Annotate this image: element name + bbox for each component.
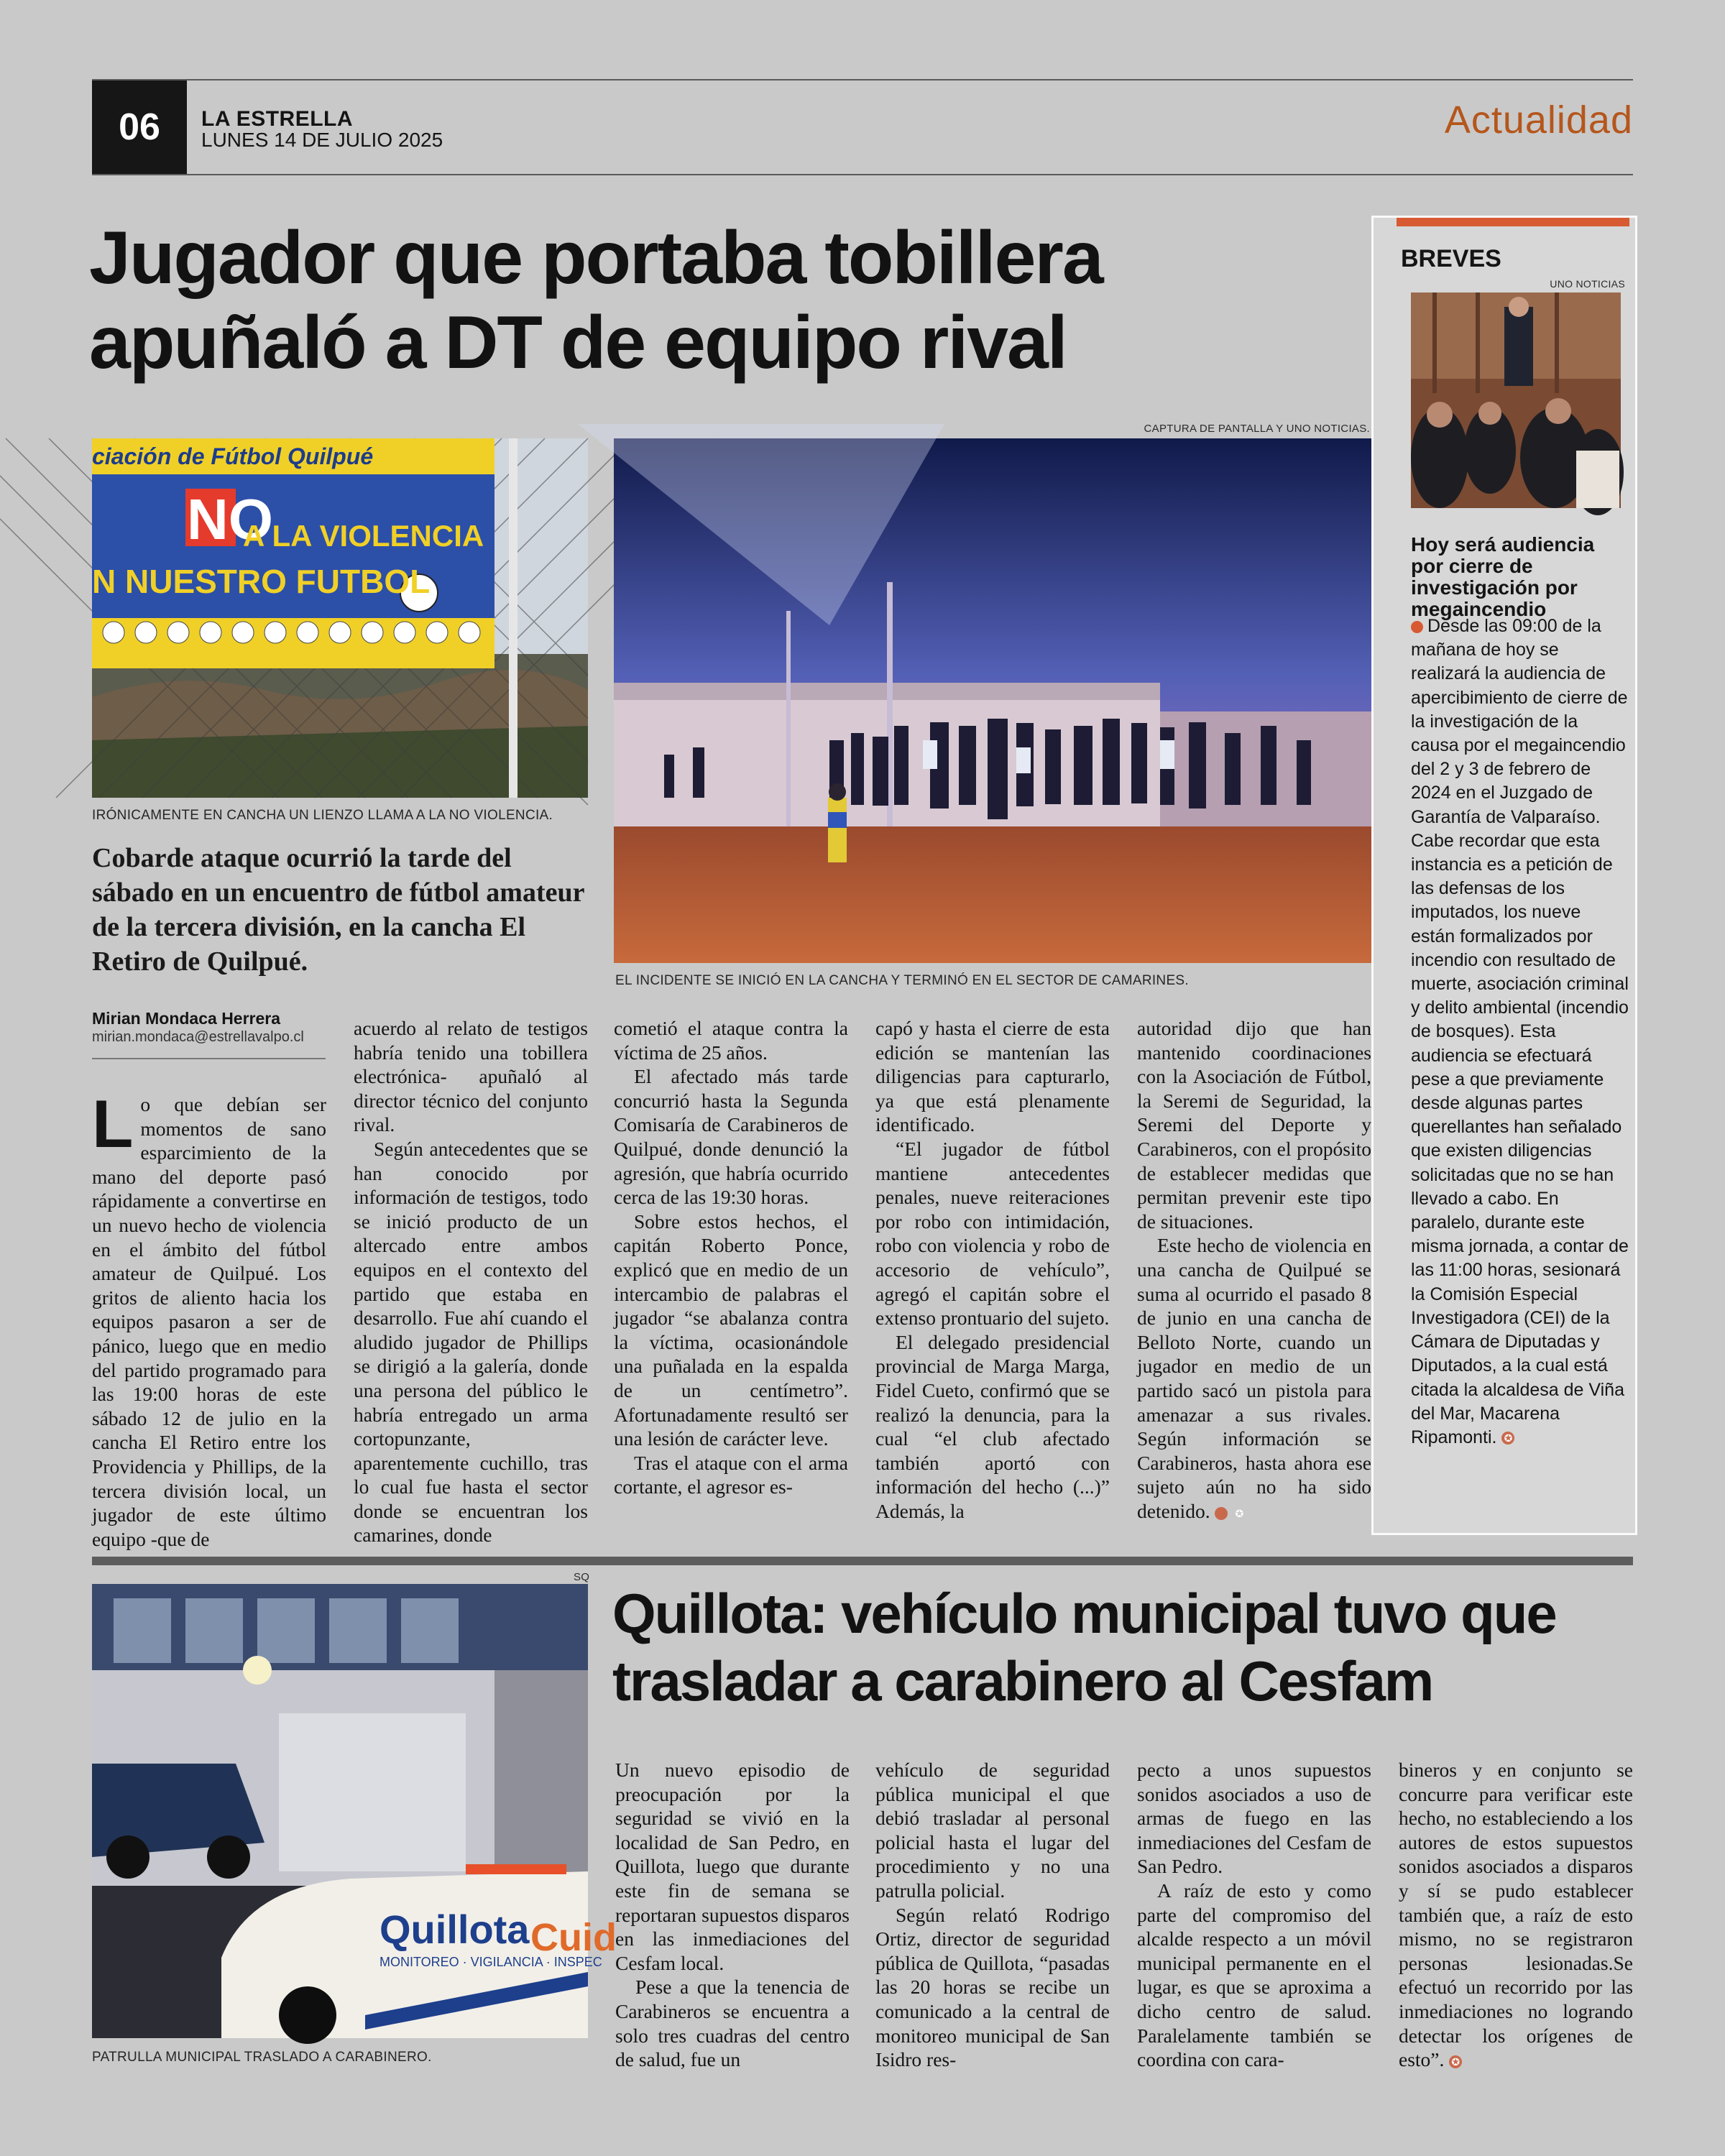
vehicle-sub: MONITOREO · VIGILANCIA · INSPEC — [380, 1955, 602, 1969]
banner-line-1: ciación de Fútbol Quilpué — [92, 443, 374, 469]
banner-line-3: N NUESTRO FUTBOL — [92, 563, 431, 600]
breves-text: Desde las 09:00 de la mañana de hoy se realizará la audiencia de apercibimiento de cierre de la investigación de la causa por el megaincendio del 2 y 3 de febrero de 2024 en el Juzgado de Garantía de Valparaíso. Cabe recordar que esta instancia es a petición de las defensas de los imputados, los nueve están formalizados por incendio con resultado de muerte, asociación criminal y delito ambiental (incendio de bosques). Esta audiencia se efectuará pese a que previamente desde algunas partes querellantes han señalado que existen diligencias solicitadas que no se han llevado a cabo. En paralelo, durante este misma jornada, a contar de las 11:00 horas, sesionará la Comisión Especial Investigadora (CEI) de la Cámara de Diputadas y Diputados, a la cual está citada la alcaldesa de Viña del Mar, Macarena Ripamonti. — [1411, 616, 1629, 1447]
paragraph: Según relató Rodrigo Ortiz, director de seguridad pública de Quillota, “pasadas las 20 horas se recibe un comunicado a la central de monitoreo municipal de San Isidro res- — [875, 1903, 1110, 2071]
left-photo-caption: IRÓNICAMENTE EN CANCHA UN LIENZO LLAMA A LA NO VIOLENCIA. — [92, 808, 553, 823]
paragraph: Tras el ataque con el arma cortante, el agresor es- — [614, 1451, 848, 1498]
main-column-5 — [1137, 1016, 1371, 1523]
main-photo-credit: CAPTURA DE PANTALLA Y UNO NOTICIAS. — [1144, 423, 1370, 435]
issue-date: LUNES 14 DE JULIO 2025 — [201, 129, 443, 151]
paragraph: Según antecedentes que se han conocido por información de testigos, todo se inició producto de un altercado entre ambos equipos en el contexto del partido que estaba en desarrollo. Fue ahí cuando el aludido jugador de Phillips se dirigió a la galería, donde una persona del público le habría entregado un arma cortopunzante, aparentemente cuchillo, tras lo cual fue hasta el sector donde se encuentran los camarines, donde — [354, 1137, 588, 1547]
paragraph: autoridad dijo que han mantenido coordinaciones con la Asociación de Fútbol, la Seremi de Seguridad, la Seremi del Deporte y Carabineros, con el propósito de establecer medidas que permitan prevenir este tipo de situaciones. — [1137, 1017, 1371, 1233]
vehicle-brand: Quillota — [380, 1907, 530, 1952]
second-column-2 — [875, 1758, 1110, 2072]
section-title: Actualidad — [1444, 98, 1633, 142]
dropcap: L — [92, 1086, 134, 1161]
paragraph: Pese a que la tenencia de Carabineros se encuentra a solo tres cuadras del centro de salud, fue un — [615, 1976, 850, 2071]
paragraph: A raíz de esto y como parte del compromiso del alcalde respecto a un móvil municipal permanente en el lugar, es que se aproxima a dicho centro de salud. Paralelamente también se coordina con cara- — [1137, 1879, 1371, 2071]
paragraph: o que debían ser momentos de sano esparcimiento de la mano del deporte pasó rápidamente a convertirse en un nuevo hecho de violencia en el ámbito del fútbol amateur de Quilpué. Los gritos de aliento hacia los equipos pasaron a ser de pánico, luego que en medio del partido programado para las 19:00 horas de este sábado 12 de julio en la cancha El Retiro entre los Providencia y Phillips, de la tercera división local, un jugador de este último equipo -que de — [92, 1093, 326, 1550]
second-photo-caption: PATRULLA MUNICIPAL TRASLADO A CARABINERO. — [92, 2050, 432, 2065]
end-mark-icon: ✪ — [1501, 1432, 1514, 1445]
breves-label: BREVES — [1401, 245, 1501, 272]
paragraph: Un nuevo episodio de preocupación por la seguridad se vivió en la localidad de San Pedro, en Quillota, luego que durante este fin de semana se reportaran supuestos disparos en las inmediaciones del Cesfam local. — [615, 1759, 850, 1974]
banner-photo — [92, 438, 588, 798]
breves-photo-credit: UNO NOTICIAS — [1550, 278, 1625, 290]
second-headline: Quillota: vehículo municipal tuvo que trasladar a carabinero al Cesfam — [612, 1582, 1556, 1713]
field-photo — [614, 438, 1371, 963]
paragraph: El afectado más tarde concurrió hasta la Segunda Comisaría de Carabineros de Quilpué, donde denunció la agresión, que habría ocurrido cerca de las 19:30 horas. — [614, 1065, 848, 1209]
newspaper-name: LA ESTRELLA — [201, 107, 354, 131]
paragraph: cometió el ataque contra la víctima de 25 años. — [614, 1017, 848, 1064]
second-column-1 — [615, 1758, 850, 2072]
paragraph: acuerdo al relato de testigos habría tenido una tobillera electrónica- apuñaló al director técnico del conjunto rival. — [354, 1017, 588, 1136]
byline-rule — [92, 1058, 326, 1059]
main-column-3 — [614, 1016, 848, 1499]
breves-accent-bar — [1397, 218, 1629, 226]
bullet-icon — [1411, 621, 1423, 633]
paragraph: “El jugador de fútbol mantiene antecedentes penales, nueve reiteraciones por robo con intimidación, robo con violencia y robo de accesorio de vehículo”, agregó el capitán sobre el extenso prontuario del sujeto. — [875, 1137, 1110, 1330]
right-photo-caption: EL INCIDENTE SE INICIÓ EN LA CANCHA Y TERMINÓ EN EL SECTOR DE CAMARINES. — [615, 973, 1189, 988]
second-photo-credit: SQ — [574, 1571, 590, 1583]
page-number: 06 — [92, 80, 187, 174]
paragraph: Sobre estos hechos, el capitán Roberto Ponce, explicó que en medio de un intercambio de palabras el jugador “se abalanza contra la víctima, ocasionándole una puñalada en la espalda de un centímetro”. Afortunadamente resultó ser una lesión de carácter leve. — [614, 1210, 848, 1450]
vehicle-brand-2: Cuid — [530, 1916, 617, 1959]
top-rule — [92, 79, 1633, 80]
subheadline: Cobarde ataque ocurrió la tarde del sábado en un encuentro de fútbol amateur de la tercera división, en la cancha El Retiro de Quilpué. — [92, 843, 584, 977]
banner-no: NO — [187, 487, 273, 551]
banner-line-2: A LA VIOLENCIA — [243, 519, 484, 553]
end-mark-icon: ✪ — [1215, 1507, 1228, 1520]
main-column-4 — [875, 1016, 1110, 1523]
paragraph: pecto a unos supuestos sonidos asociados a uso de armas de fuego en las inmediaciones del Cesfam de San Pedro. — [1137, 1759, 1371, 1878]
paragraph: El delegado presidencial provincial de Marga Marga, Fidel Cueto, confirmó que se realizó la denuncia, para la cual “el club afectado también aportó con información del hecho (...)” Además, la — [875, 1330, 1110, 1522]
second-column-3 — [1137, 1758, 1371, 2072]
patrol-photo — [92, 1584, 617, 2038]
main-headline: Jugador que portaba tobillera apuñaló a DT de equipo rival — [89, 216, 1103, 384]
end-mark-icon: ✪ — [1449, 2055, 1462, 2068]
paragraph: capó y hasta el cierre de esta edición se mantenían las diligencias para capturarlo, ya que está plenamente identificado. — [875, 1017, 1110, 1136]
paragraph: vehículo de seguridad pública municipal el que debió trasladar al personal policial hasta el lugar del procedimiento y no una patrulla policial. — [875, 1759, 1110, 1902]
main-column-1 — [92, 1086, 326, 1551]
author: Mirian Mondaca Herrera — [92, 1009, 281, 1028]
paragraph: bineros y en conjunto se concurre para verificar este hecho, no estableciendo a los autores de estos supuestos sonidos asociados a disparos y sí se pudo establecer también que, a raíz de esto mismo, no se registraron personas lesionadas.Se efectuó un recorrido por las inmediaciones no logrando detectar los orígenes de esto”. — [1399, 1759, 1633, 2071]
breves-title: Hoy será audiencia por cierre de investigación por megaincendio — [1411, 533, 1595, 620]
paragraph: Este hecho de violencia en una cancha de Quilpué se suma al ocurrido el pasado 8 de junio en una cancha de Belloto Norte, cuando un jugador en medio de un partido sacó un pistola para amenazar a sus rivales. Según información se Carabineros, hasta ahora ese sujeto aún no ha sido detenido. — [1137, 1234, 1371, 1522]
author-email: mirian.mondaca@estrellavalpo.cl — [92, 1029, 304, 1045]
breves-body — [1411, 614, 1629, 1450]
breves-box — [1371, 216, 1637, 1535]
main-column-2 — [354, 1016, 588, 1547]
story-divider — [92, 1557, 1633, 1565]
courtroom-photo — [1411, 292, 1621, 508]
header-rule — [92, 174, 1633, 175]
second-column-4 — [1399, 1758, 1633, 2072]
